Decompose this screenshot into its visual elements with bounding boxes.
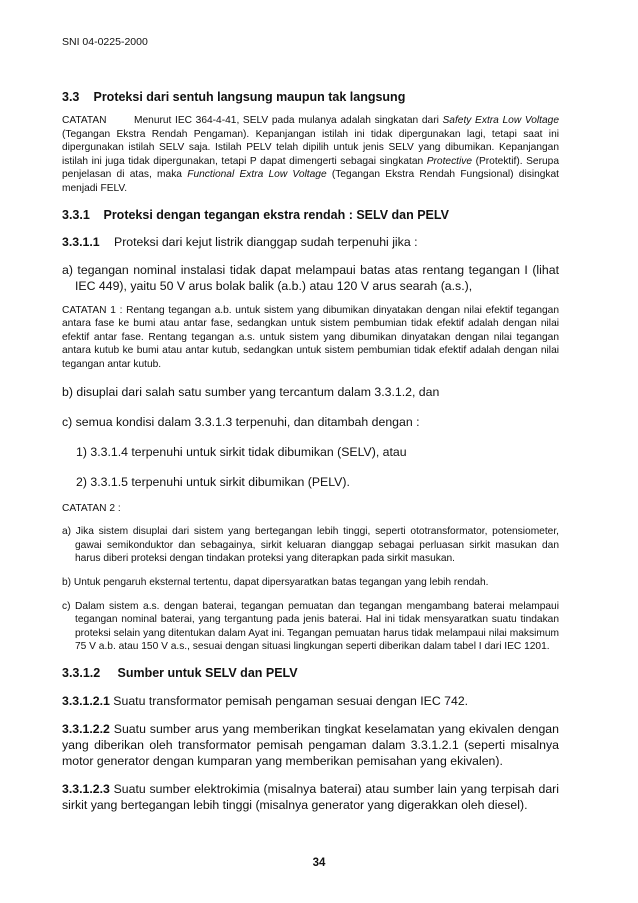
clause-3-3-1-1	[62, 234, 559, 250]
list-item-b: b) disuplai dari salah satu sumber yang tercantum dalam 3.3.1.2, dan	[62, 384, 440, 399]
sub-item-2: 2) 3.3.1.5 terpenuhi untuk sirkit dibumikan (PELV).	[76, 474, 350, 489]
clause-number: 3.3.1.2.3	[62, 781, 110, 796]
page-content	[62, 90, 559, 813]
clause-text: Suatu transformator pemisah pengaman sesuai dengan IEC 742.	[109, 693, 469, 708]
note-italic: Functional Extra Low Voltage	[187, 169, 327, 181]
catatan-1-note: CATATAN 1 : Rentang tegangan a.b. untuk sistem yang dibumikan dinyatakan dengan nilai efektif tegangan antara fase ke bumi atau antar fase, sedangkan untuk sistem pembumian tidak efektif adalah dengan nilai efektif antar fase. Rentang tegangan a.s. untuk sistem yang dibumikan dinyatakan dengan nilai tegangan antara kutub ke bumi atau antar kutub, sedangkan untuk sistem pembumian tidak efektif adalah dengan nilai tegangan antar kutub.	[62, 304, 559, 370]
section-title: Proteksi dari sentuh langsung maupun tak langsung	[93, 90, 406, 104]
note-label: CATATAN	[62, 115, 107, 126]
clause-number: 3.3.1.2.2	[62, 721, 110, 736]
list-item-c: c) semua kondisi dalam 3.3.1.3 terpenuhi, dan ditambah dengan :	[62, 414, 420, 429]
section-number: 3.3	[62, 90, 80, 104]
clause-text: Proteksi dari kejut listrik dianggap sudah terpenuhi jika :	[114, 234, 418, 249]
clause-3-3-1-2-3	[62, 781, 559, 813]
catatan-note	[62, 114, 559, 196]
note-item-c: c) Dalam sistem a.s. dengan baterai, tegangan pemuatan dan tegangan mengambang baterai melampaui tegangan nominal baterai, yang tergantung pada jenis baterai. Hal ini tidak mensyaratkan suatu tindakan proteksi selain yang ditentukan dalam Ayat ini. Tegangan pemuatan harus tidak melampaui nilai maksimum 75 V a.b. atau 150 V a.s., sesuai dengan situasi lingkungan seperti diberikan dalam tabel I dari IEC 1201.	[62, 600, 559, 653]
list-item-a: a) tegangan nominal instalasi tidak dapat melampaui batas atas rentang tegangan I (lihat IEC 449), yaitu 50 V arus bolak balik (a.b.) atau 120 V arus searah (a.s.),	[62, 262, 559, 293]
note-text: (Tegangan Ekstra Rendah Fungsional) disingkat menjadi FELV.	[62, 169, 560, 194]
section-title: Sumber untuk SELV dan PELV	[117, 665, 298, 680]
page-number: 34	[312, 857, 326, 869]
note-item-b: b) Untuk pengaruh eksternal tertentu, dapat dipersyaratkan batas tegangan yang lebih rendah.	[62, 576, 489, 588]
catatan-2-label: CATATAN 2 :	[62, 502, 121, 514]
note-text: (Protektif). Serupa penjelasan di atas, maka	[62, 155, 559, 181]
clause-number: 3.3.1.1	[62, 234, 100, 249]
clause-3-3-1-2-1	[62, 693, 559, 709]
note-text: (Tegangan Ekstra Rendah Pengaman). Kepanjangan istilah ini tidak dipergunakan lagi, tetapi saat ini dipergunakan istilah SELV saja. Istilah PELV telah dipilih untuk jenis SELV yang dibumikan. Kepanjangan istilah ini juga tidak dipergunakan, tetapi P dapat dimengerti sebagai singkatan	[62, 128, 559, 167]
section-number: 3.3.1.2	[62, 665, 101, 680]
clause-text: Suatu sumber arus yang memberikan tingkat keselamatan yang ekivalen dengan yang diberikan oleh transformator pemisah pengaman dalam 3.3.1.2.1 (seperti misalnya motor generator dengan kumparan yang memberikan pemisahan yang ekivalen).	[62, 721, 559, 768]
document-header: SNI 04-0225-2000	[62, 36, 148, 48]
clause-3-3-1-2-2	[62, 721, 559, 769]
section-heading-3-3-1-2	[62, 666, 559, 680]
sub-item-1: 1) 3.3.1.4 terpenuhi untuk sirkit tidak dibumikan (SELV), atau	[76, 444, 407, 459]
note-italic: Safety Extra Low Voltage	[442, 115, 560, 126]
section-heading-3-3-1	[62, 208, 559, 222]
note-italic: Protective	[426, 155, 473, 167]
note-item-a: a) Jika sistem disuplai dari sistem yang bertegangan lebih tinggi, seperti ototransformator, potensiometer, gawai semikonduktor dan sebagainya, sirkit keluaran dianggap sebagai perluasan sirkit masukan dan harus diberi proteksi dengan tindakan proteksi yang diterapkan pada sirkit masukan.	[62, 526, 559, 565]
section-title: Proteksi dengan tegangan ekstra rendah : SELV dan PELV	[103, 207, 449, 222]
clause-number: 3.3.1.2.1	[62, 693, 110, 708]
clause-text: Suatu sumber elektrokimia (misalnya baterai) atau sumber lain yang terpisah dari sirkit yang bertegangan lebih tinggi (misalnya generator yang digerakkan oleh diesel).	[62, 781, 559, 812]
note-text: Menurut IEC 364-4-41, SELV pada mulanya adalah singkatan dari	[134, 115, 443, 126]
section-number: 3.3.1	[62, 207, 90, 222]
section-heading-3-3	[62, 90, 559, 104]
